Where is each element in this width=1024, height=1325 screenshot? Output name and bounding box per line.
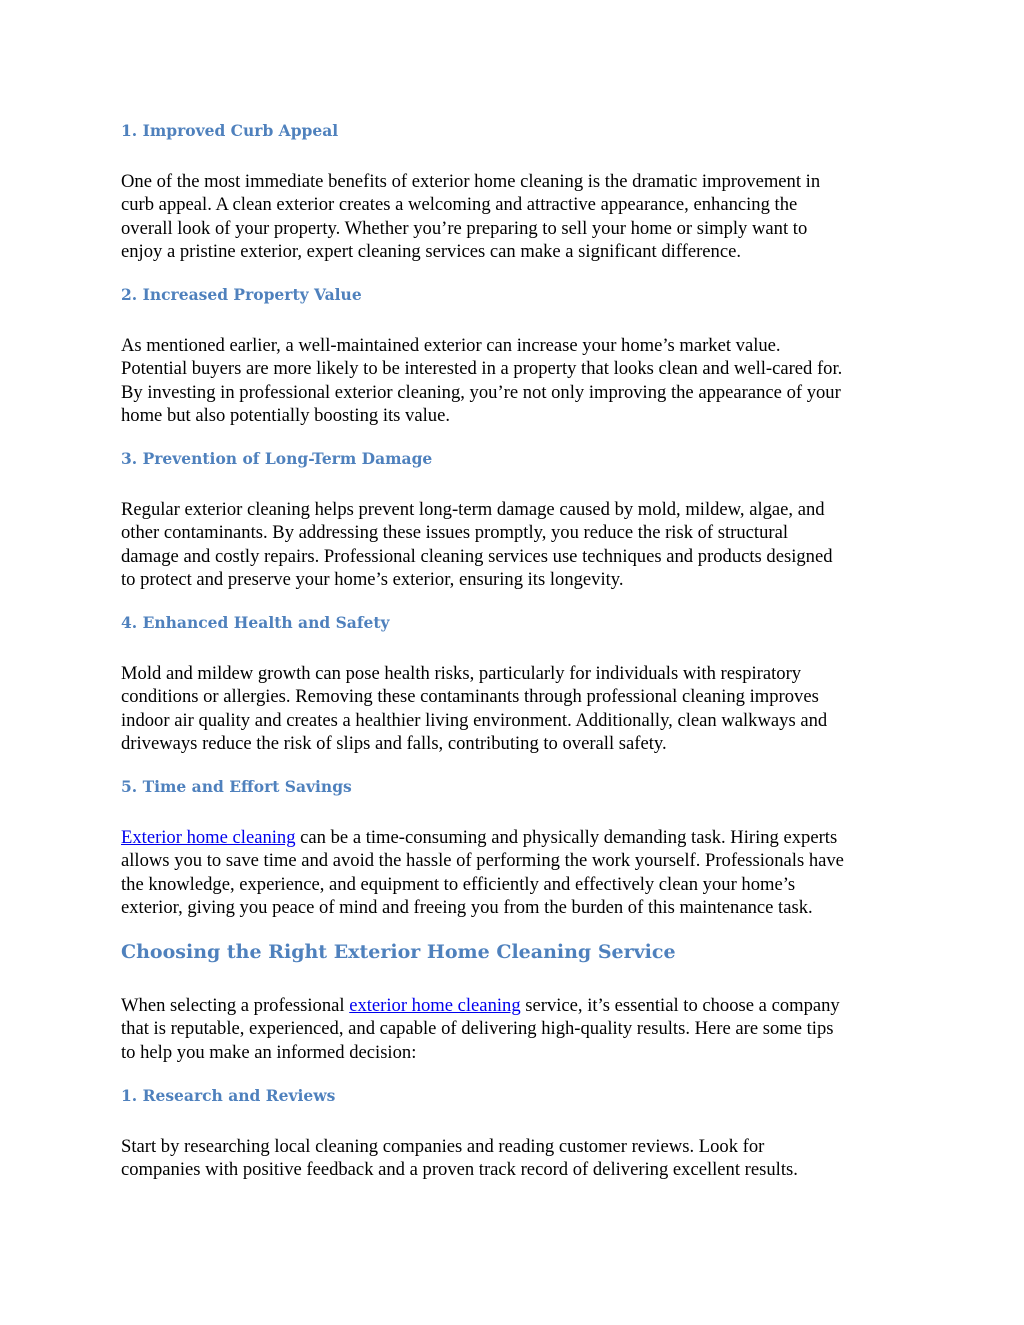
text-line: to help you make an informed decision: bbox=[121, 1041, 417, 1063]
paragraph-research-reviews bbox=[121, 1135, 911, 1182]
text-line: other contaminants. By addressing these issues promptly, you reduce the risk of structural bbox=[121, 522, 788, 544]
heading-prevention-long-term-damage: 3. Prevention of Long-Term Damage bbox=[121, 449, 433, 468]
text-line: enjoy a pristine exterior, expert cleaning services can make a significant difference. bbox=[121, 241, 741, 263]
text-line bbox=[121, 994, 911, 1017]
text-line: curb appeal. A clean exterior creates a welcoming and attractive appearance, enhancing the bbox=[121, 194, 798, 216]
text-line: companies with positive feedback and a proven track record of delivering excellent results. bbox=[121, 1159, 798, 1181]
text-line: One of the most immediate benefits of exterior home cleaning is the dramatic improvement in bbox=[121, 171, 821, 192]
heading-time-effort-savings: 5. Time and Effort Savings bbox=[121, 777, 352, 796]
text-line: allows you to save time and avoid the hassle of performing the work yourself. Professionals have bbox=[121, 850, 844, 872]
text-line: home but also potentially boosting its value. bbox=[121, 405, 450, 427]
text-line: Potential buyers are more likely to be interested in a property that looks clean and well-cared for. bbox=[121, 358, 843, 380]
paragraph-property-value bbox=[121, 334, 911, 428]
text-line: that is reputable, experienced, and capable of delivering high-quality results. Here are some tips bbox=[121, 1018, 834, 1040]
text-span: service, it’s essential to choose a company bbox=[520, 995, 840, 1016]
heading-improved-curb-appeal: 1. Improved Curb Appeal bbox=[121, 121, 339, 140]
text-span: can be a time-consuming and physically demanding task. Hiring experts bbox=[295, 827, 838, 848]
text-line: By investing in professional exterior cleaning, you’re not only improving the appearance of your bbox=[121, 381, 841, 403]
paragraph-choosing-intro bbox=[121, 994, 911, 1064]
text-line: conditions or allergies. Removing these contaminants through professional cleaning improves bbox=[121, 686, 819, 708]
text-line: overall look of your property. Whether you’re preparing to sell your home or simply want to bbox=[121, 217, 808, 239]
paragraph-long-term-damage bbox=[121, 498, 911, 592]
text-line: to protect and preserve your home’s exterior, ensuring its longevity. bbox=[121, 569, 624, 591]
heading-enhanced-health-safety: 4. Enhanced Health and Safety bbox=[121, 613, 390, 632]
text-line: damage and costly repairs. Professional cleaning services use techniques and products designed bbox=[121, 545, 833, 567]
paragraph-time-effort bbox=[121, 826, 911, 920]
paragraph-curb-appeal bbox=[121, 170, 911, 264]
exterior-home-cleaning-link[interactable]: Exterior home cleaning bbox=[121, 827, 296, 848]
paragraph-health-safety bbox=[121, 662, 911, 756]
text-span: When selecting a professional bbox=[121, 995, 350, 1016]
exterior-home-cleaning-service-link[interactable]: exterior home cleaning bbox=[349, 995, 521, 1016]
text-line: Mold and mildew growth can pose health risks, particularly for individuals with respiratory bbox=[121, 663, 802, 684]
heading-choosing-right-service: Choosing the Right Exterior Home Cleaning Service bbox=[121, 941, 676, 963]
heading-research-reviews: 1. Research and Reviews bbox=[121, 1086, 336, 1105]
text-line: driveways reduce the risk of slips and falls, contributing to overall safety. bbox=[121, 733, 667, 755]
text-line: As mentioned earlier, a well-maintained exterior can increase your home’s market value. bbox=[121, 335, 781, 356]
heading-increased-property-value: 2. Increased Property Value bbox=[121, 285, 362, 304]
text-line: the knowledge, experience, and equipment to efficiently and effectively clean your home’s bbox=[121, 873, 796, 895]
text-line: indoor air quality and creates a healthier living environment. Additionally, clean walkways and bbox=[121, 709, 828, 731]
text-line bbox=[121, 826, 911, 849]
text-line: Start by researching local cleaning companies and reading customer reviews. Look for bbox=[121, 1136, 765, 1157]
text-line: exterior, giving you peace of mind and freeing you from the burden of this maintenance task. bbox=[121, 897, 813, 919]
text-line: Regular exterior cleaning helps prevent long-term damage caused by mold, mildew, algae, and bbox=[121, 499, 825, 520]
